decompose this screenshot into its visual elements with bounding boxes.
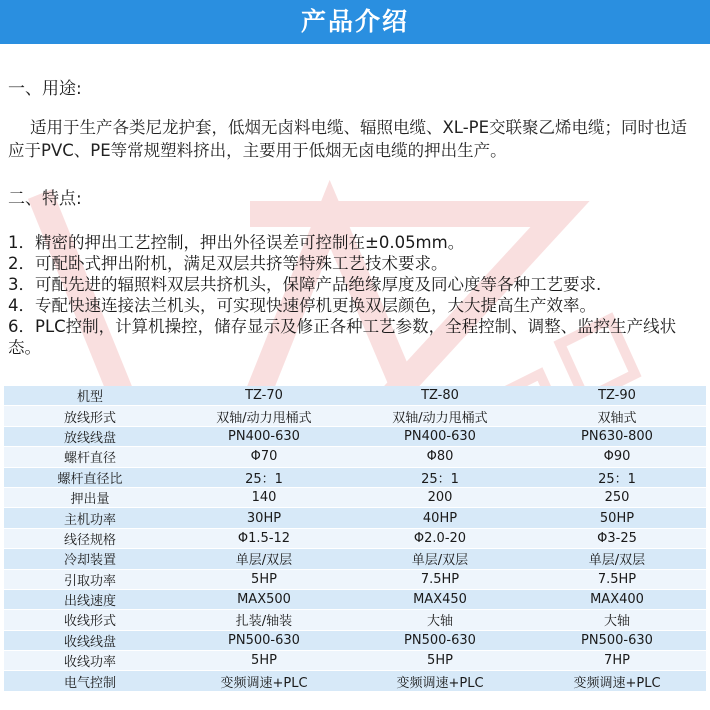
spec-value-cell: TZ-70 (176, 386, 352, 406)
table-row (4, 549, 706, 569)
spec-value-cell: 大轴 (528, 610, 706, 630)
table-row (4, 610, 706, 630)
table-row (4, 508, 706, 528)
spec-label-cell: 放线线盘 (4, 426, 176, 446)
table-row (4, 671, 706, 691)
spec-value-cell: Φ1.5-12 (176, 528, 352, 548)
table-row (4, 426, 706, 446)
table-row (4, 447, 706, 467)
spec-value-cell: 变频调速+PLC (352, 671, 528, 691)
spec-value-cell: 140 (176, 487, 352, 507)
spec-value-cell: 25：1 (176, 467, 352, 487)
spec-table-body (4, 386, 706, 691)
spec-value-cell: 5HP (352, 651, 528, 671)
spec-label-cell: 押出量 (4, 487, 176, 507)
spec-label-cell: 螺杆直径 (4, 447, 176, 467)
spec-label-cell: 电气控制 (4, 671, 176, 691)
spec-value-cell: PN500-630 (176, 630, 352, 650)
table-row (4, 569, 706, 589)
spec-value-cell: Φ2.0-20 (352, 528, 528, 548)
spec-value-cell: MAX500 (176, 589, 352, 609)
spec-label-cell: 出线速度 (4, 589, 176, 609)
spec-label-cell: 收线形式 (4, 610, 176, 630)
spec-value-cell: 双轴/动力甩桶式 (176, 406, 352, 426)
table-row (4, 630, 706, 650)
usage-text: 适用于生产各类尼龙护套，低烟无卤料电缆、辐照电缆、XL-PE交联聚乙烯电缆；同时也适应于PVC、PE等常规塑料挤出，主要用于低烟无卤电缆的押出生产。 (8, 118, 688, 160)
feature-item: 3．可配先进的辐照料双层共挤机头，保障产品绝缘厚度及同心度等各种工艺要求. (8, 275, 602, 294)
feature-item: 2．可配卧式押出附机，满足双层共挤等特殊工艺技术要求。 (8, 254, 448, 273)
page-title: 产品介绍 (300, 7, 409, 36)
spec-value-cell: 大轴 (352, 610, 528, 630)
table-row (4, 406, 706, 426)
spec-value-cell: 双轴式 (528, 406, 706, 426)
spec-value-cell: 变频调速+PLC (176, 671, 352, 691)
spec-table (4, 386, 706, 692)
table-row (4, 651, 706, 671)
spec-label-cell: 引取功率 (4, 569, 176, 589)
spec-value-cell: PN400-630 (352, 426, 528, 446)
spec-value-cell: Φ3-25 (528, 528, 706, 548)
spec-value-cell: 双轴/动力甩桶式 (352, 406, 528, 426)
spec-value-cell: 40HP (352, 508, 528, 528)
spec-label-cell: 放线形式 (4, 406, 176, 426)
spec-value-cell: 250 (528, 487, 706, 507)
spec-label-cell: 收线线盘 (4, 630, 176, 650)
spec-value-cell: 50HP (528, 508, 706, 528)
spec-value-cell: TZ-80 (352, 386, 528, 406)
spec-value-cell: Φ90 (528, 447, 706, 467)
spec-value-cell: 单层/双层 (528, 549, 706, 569)
spec-value-cell: 7.5HP (352, 569, 528, 589)
spec-header-row (4, 386, 706, 406)
spec-value-cell: MAX450 (352, 589, 528, 609)
features-heading: 二、特点: (8, 189, 82, 209)
spec-value-cell: 7HP (528, 651, 706, 671)
spec-value-cell: 7.5HP (528, 569, 706, 589)
spec-value-cell: 5HP (176, 569, 352, 589)
spec-value-cell: 25：1 (352, 467, 528, 487)
spec-label-cell: 线径规格 (4, 528, 176, 548)
spec-value-cell: 单层/双层 (176, 549, 352, 569)
spec-value-cell: TZ-90 (528, 386, 706, 406)
spec-label-cell: 冷却装置 (4, 549, 176, 569)
feature-item: 6．PLC控制，计算机操控，储存显示及修正各种工艺参数，全程控制、调整、监控生产线状态。 (8, 317, 677, 357)
table-row (4, 589, 706, 609)
spec-value-cell: 200 (352, 487, 528, 507)
feature-item: 4．专配快速连接法兰机头，可实现快速停机更换双层颜色，大大提高生产效率。 (8, 296, 596, 315)
spec-label-cell: 机型 (4, 386, 176, 406)
features-list (8, 232, 708, 358)
spec-value-cell: PN630-800 (528, 426, 706, 446)
spec-value-cell: PN400-630 (176, 426, 352, 446)
spec-value-cell: PN500-630 (528, 630, 706, 650)
spec-value-cell: PN500-630 (352, 630, 528, 650)
spec-value-cell: 扎装/轴装 (176, 610, 352, 630)
spec-value-cell: 变频调速+PLC (528, 671, 706, 691)
table-row (4, 487, 706, 507)
spec-value-cell: Φ70 (176, 447, 352, 467)
feature-item: 1．精密的押出工艺控制，押出外径误差可控制在±0.05mm。 (8, 233, 465, 252)
table-row (4, 528, 706, 548)
spec-label-cell: 螺杆直径比 (4, 467, 176, 487)
table-row (4, 467, 706, 487)
page-title-banner (0, 0, 710, 44)
spec-value-cell: 25：1 (528, 467, 706, 487)
spec-value-cell: MAX400 (528, 589, 706, 609)
spec-value-cell: 5HP (176, 651, 352, 671)
spec-label-cell: 收线功率 (4, 651, 176, 671)
spec-label-cell: 主机功率 (4, 508, 176, 528)
spec-value-cell: 单层/双层 (352, 549, 528, 569)
usage-heading: 一、用途: (8, 79, 82, 99)
spec-value-cell: Φ80 (352, 447, 528, 467)
spec-value-cell: 30HP (176, 508, 352, 528)
